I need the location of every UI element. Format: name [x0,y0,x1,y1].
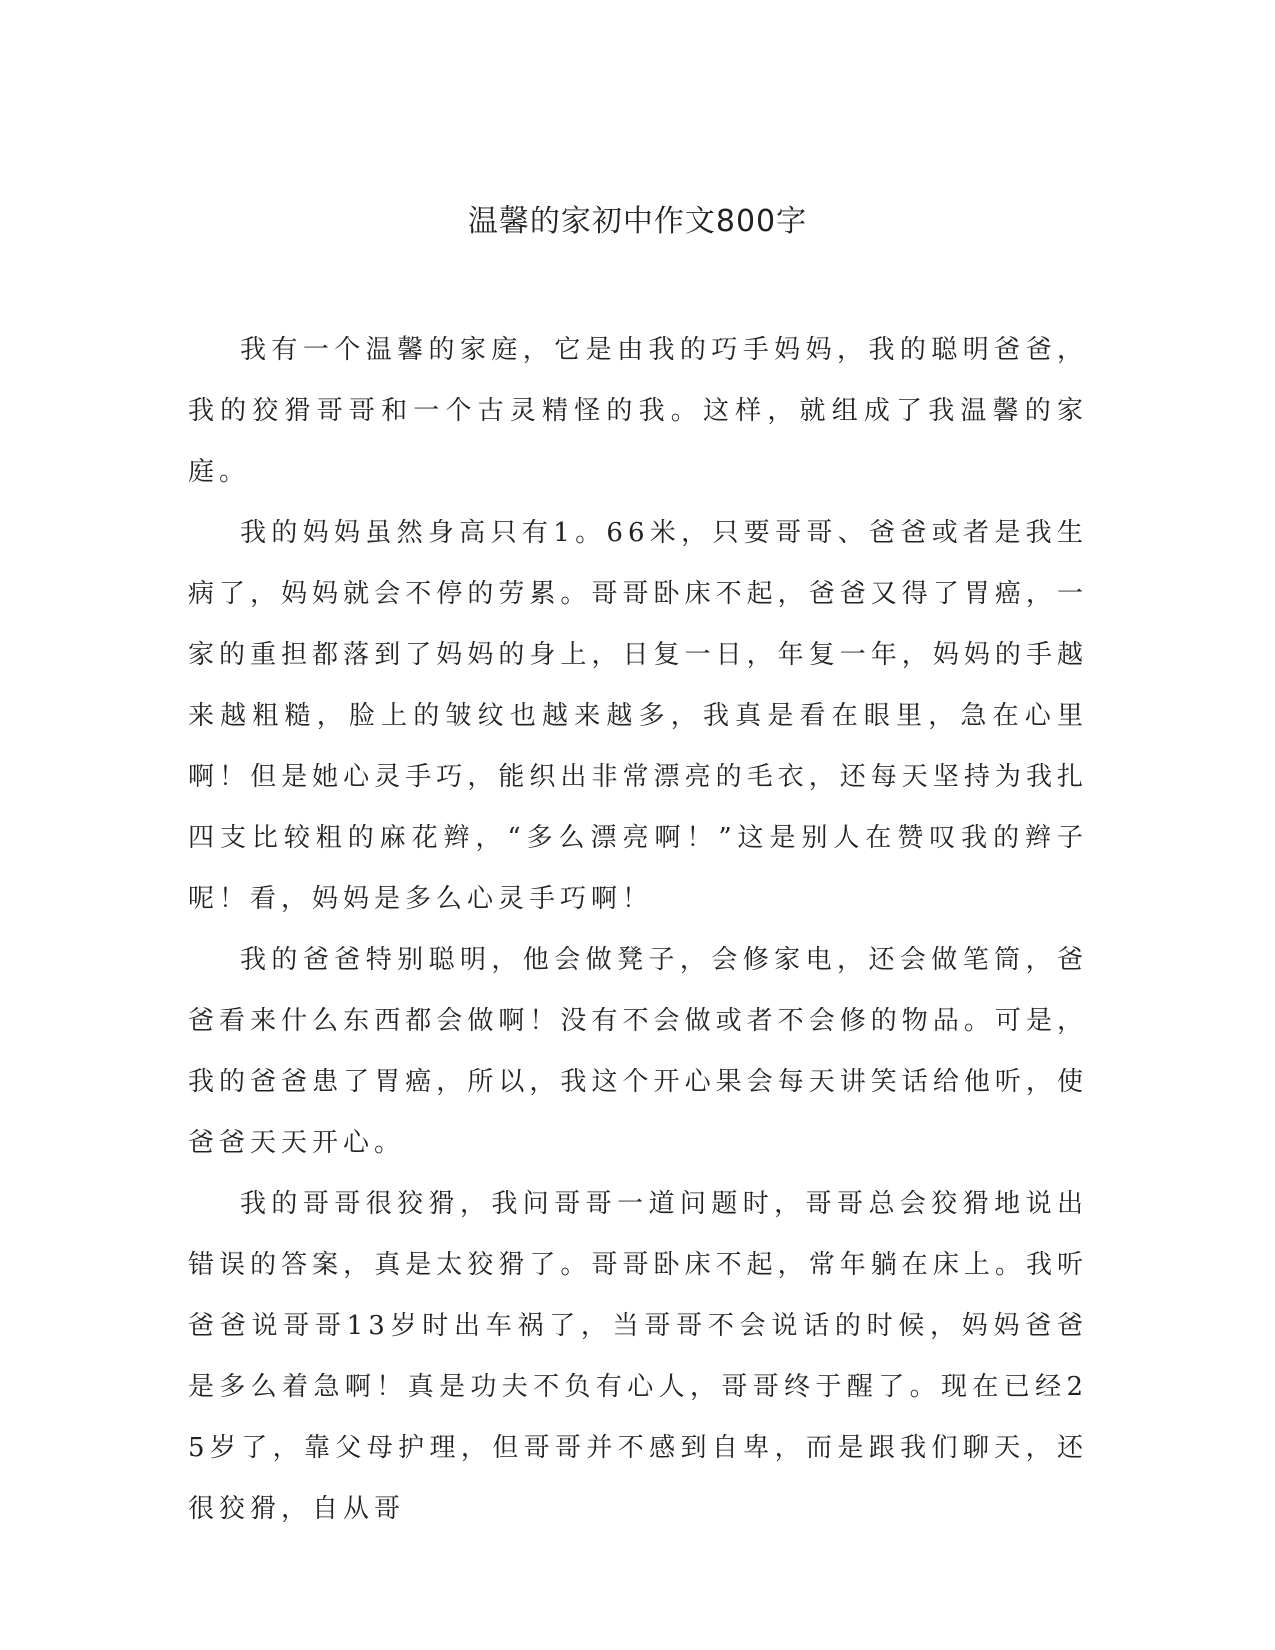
document-title: 温馨的家初中作文800字 [467,204,808,239]
paragraph-3: 我的爸爸特别聪明，他会做凳子，会修家电，还会做笔筒，爸爸看来什么东西都会做啊！没有不会做或者不会修的物品。可是，我的爸爸患了胃癌，所以，我这个开心果会每天讲笑话给他听，使爸爸天天开心。 [188,945,1088,1158]
paragraph-4: 我的哥哥很狡猾，我问哥哥一道问题时，哥哥总会狡猾地说出错误的答案，真是太狡猾了。哥哥卧床不起，常年躺在床上。我听爸爸说哥哥13岁时出车祸了，当哥哥不会说话的时候，妈妈爸爸是多么着急啊！真是功夫不负有心人，哥哥终于醒了。现在已经25岁了，靠父母护理，但哥哥并不感到自卑，而是跟我们聊天，还很狡猾，自从哥 [188,1189,1088,1524]
paragraph-1: 我有一个温馨的家庭，它是由我的巧手妈妈，我的聪明爸爸，我的狡猾哥哥和一个古灵精怪的我。这样，就组成了我温馨的家庭。 [188,335,1088,487]
paragraph-2: 我的妈妈虽然身高只有1。66米，只要哥哥、爸爸或者是我生病了，妈妈就会不停的劳累。哥哥卧床不起，爸爸又得了胃癌，一家的重担都落到了妈妈的身上，日复一日，年复一年，妈妈的手越来越粗糙，脸上的皱纹也越来越多，我真是看在眼里，急在心里啊！但是她心灵手巧，能织出非常漂亮的毛衣，还每天坚持为我扎四支比较粗的麻花辫，“多么漂亮啊！”这是别人在赞叹我的辫子呢！看，妈妈是多么心灵手巧啊！ [188,518,1088,914]
document-body [188,320,1088,1540]
